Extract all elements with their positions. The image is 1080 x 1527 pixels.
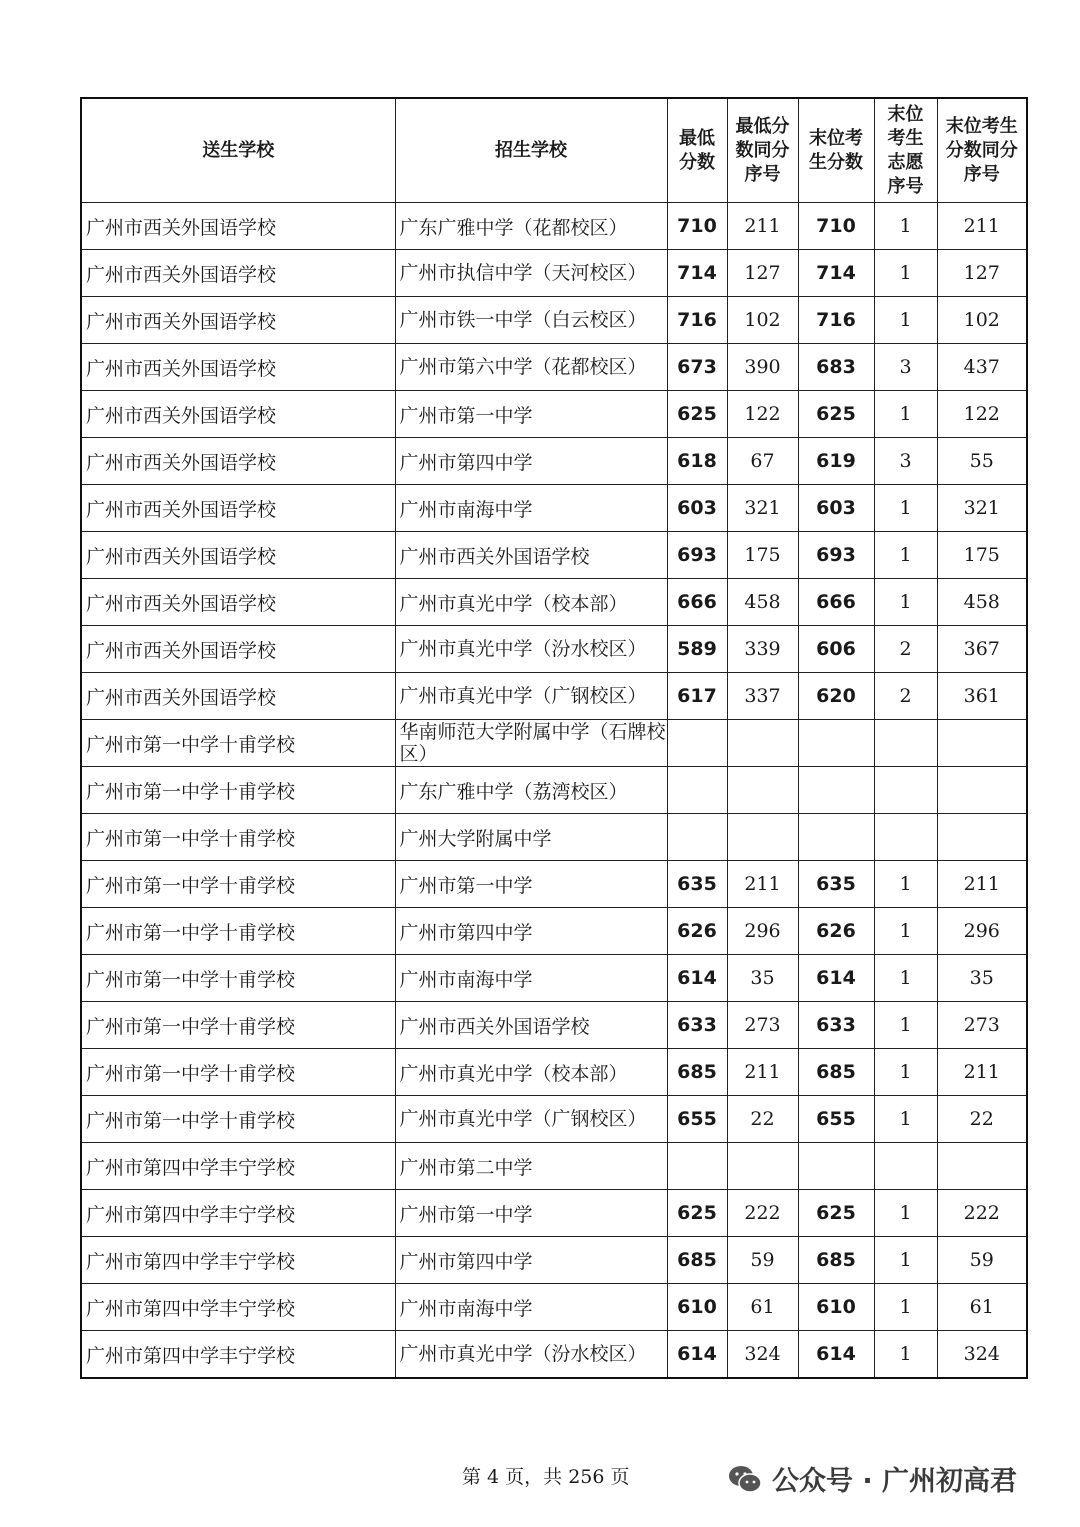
last-score-rank-cell: 222 bbox=[937, 1190, 1027, 1237]
min-score-cell: 610 bbox=[667, 1284, 727, 1331]
last-score-cell bbox=[798, 767, 874, 814]
min-score-rank-cell: 59 bbox=[727, 1237, 798, 1284]
sending-school-cell: 广州市西关外国语学校 bbox=[81, 203, 395, 250]
table-row bbox=[81, 438, 1027, 485]
last-choice-order-cell: 1 bbox=[874, 908, 937, 955]
min-score-rank-cell: 35 bbox=[727, 955, 798, 1002]
last-score-rank-cell: 59 bbox=[937, 1237, 1027, 1284]
last-choice-order-cell: 2 bbox=[874, 626, 937, 673]
last-choice-order-cell: 1 bbox=[874, 1237, 937, 1284]
last-score-rank-cell bbox=[937, 814, 1027, 861]
min-score-cell: 693 bbox=[667, 532, 727, 579]
last-score-rank-cell: 55 bbox=[937, 438, 1027, 485]
last-score-rank-cell: 437 bbox=[937, 344, 1027, 391]
admitting-school-cell: 广州市西关外国语学校 bbox=[395, 1002, 667, 1049]
last-score-cell bbox=[798, 814, 874, 861]
header-admitting-school: 招生学校 bbox=[395, 98, 667, 203]
min-score-rank-cell: 296 bbox=[727, 908, 798, 955]
admitting-school-cell: 广州市第四中学 bbox=[395, 438, 667, 485]
last-score-rank-cell: 273 bbox=[937, 1002, 1027, 1049]
sending-school-cell: 广州市西关外国语学校 bbox=[81, 626, 395, 673]
last-choice-order-cell bbox=[874, 720, 937, 767]
min-score-rank-cell: 175 bbox=[727, 532, 798, 579]
min-score-cell: 614 bbox=[667, 1331, 727, 1379]
last-score-cell: 714 bbox=[798, 250, 874, 297]
sending-school-cell: 广州市第一中学十甫学校 bbox=[81, 767, 395, 814]
min-score-rank-cell: 211 bbox=[727, 203, 798, 250]
last-score-cell: 666 bbox=[798, 579, 874, 626]
sending-school-cell: 广州市西关外国语学校 bbox=[81, 485, 395, 532]
sending-school-cell: 广州市西关外国语学校 bbox=[81, 579, 395, 626]
watermark-text: 公众号 · 广州初高君 bbox=[772, 1466, 1018, 1497]
sending-school-cell: 广州市西关外国语学校 bbox=[81, 673, 395, 720]
table-row bbox=[81, 955, 1027, 1002]
score-table-container bbox=[80, 97, 1026, 1379]
last-score-cell: 625 bbox=[798, 1190, 874, 1237]
admitting-school-cell: 广州市第二中学 bbox=[395, 1143, 667, 1190]
min-score-cell: 614 bbox=[667, 955, 727, 1002]
admitting-school-cell: 广州大学附属中学 bbox=[395, 814, 667, 861]
last-choice-order-cell: 1 bbox=[874, 485, 937, 532]
sending-school-cell: 广州市西关外国语学校 bbox=[81, 344, 395, 391]
last-choice-order-cell bbox=[874, 814, 937, 861]
admitting-school-cell: 广州市真光中学（广钢校区） bbox=[395, 673, 667, 720]
table-header-row bbox=[81, 98, 1027, 203]
admitting-school-cell: 广东广雅中学（花都校区） bbox=[395, 203, 667, 250]
header-last-choice-order bbox=[874, 98, 937, 203]
min-score-rank-cell: 102 bbox=[727, 297, 798, 344]
sending-school-cell: 广州市第一中学十甫学校 bbox=[81, 1049, 395, 1096]
last-choice-order-cell bbox=[874, 767, 937, 814]
admitting-school-cell: 广州市第四中学 bbox=[395, 908, 667, 955]
last-score-rank-cell: 321 bbox=[937, 485, 1027, 532]
table-row bbox=[81, 344, 1027, 391]
table-row bbox=[81, 485, 1027, 532]
last-score-cell: 685 bbox=[798, 1049, 874, 1096]
min-score-cell: 673 bbox=[667, 344, 727, 391]
last-score-cell: 620 bbox=[798, 673, 874, 720]
table-row bbox=[81, 250, 1027, 297]
last-choice-order-cell: 1 bbox=[874, 1049, 937, 1096]
min-score-cell: 710 bbox=[667, 203, 727, 250]
last-choice-order-cell: 1 bbox=[874, 955, 937, 1002]
admitting-school-cell: 广州市铁一中学（白云校区） bbox=[395, 297, 667, 344]
min-score-cell: 716 bbox=[667, 297, 727, 344]
last-choice-order-cell: 1 bbox=[874, 297, 937, 344]
header-text: 末位考生分数 bbox=[809, 127, 863, 173]
sending-school-cell: 广州市西关外国语学校 bbox=[81, 250, 395, 297]
last-score-rank-cell: 324 bbox=[937, 1331, 1027, 1379]
admitting-school-cell: 广州市执信中学（天河校区） bbox=[395, 250, 667, 297]
admitting-school-cell: 广州市西关外国语学校 bbox=[395, 532, 667, 579]
last-score-rank-cell bbox=[937, 767, 1027, 814]
last-choice-order-cell: 1 bbox=[874, 579, 937, 626]
min-score-rank-cell: 61 bbox=[727, 1284, 798, 1331]
min-score-rank-cell: 222 bbox=[727, 1190, 798, 1237]
min-score-rank-cell: 324 bbox=[727, 1331, 798, 1379]
sending-school-cell: 广州市第四中学丰宁学校 bbox=[81, 1331, 395, 1379]
min-score-rank-cell: 339 bbox=[727, 626, 798, 673]
min-score-cell: 685 bbox=[667, 1049, 727, 1096]
last-score-rank-cell bbox=[937, 1143, 1027, 1190]
sending-school-cell: 广州市第一中学十甫学校 bbox=[81, 861, 395, 908]
last-score-cell: 626 bbox=[798, 908, 874, 955]
last-choice-order-cell: 3 bbox=[874, 438, 937, 485]
min-score-cell bbox=[667, 814, 727, 861]
last-score-rank-cell: 458 bbox=[937, 579, 1027, 626]
sending-school-cell: 广州市西关外国语学校 bbox=[81, 297, 395, 344]
min-score-rank-cell: 458 bbox=[727, 579, 798, 626]
admission-score-table bbox=[80, 97, 1028, 1379]
min-score-rank-cell: 211 bbox=[727, 1049, 798, 1096]
last-score-cell: 614 bbox=[798, 955, 874, 1002]
last-score-cell bbox=[798, 1143, 874, 1190]
last-choice-order-cell: 1 bbox=[874, 532, 937, 579]
header-last-score bbox=[798, 98, 874, 203]
sending-school-cell: 广州市第一中学十甫学校 bbox=[81, 1002, 395, 1049]
last-score-rank-cell: 127 bbox=[937, 250, 1027, 297]
last-score-rank-cell: 211 bbox=[937, 1049, 1027, 1096]
header-text: 末位考生志愿序号 bbox=[887, 103, 924, 197]
table-row bbox=[81, 1002, 1027, 1049]
min-score-rank-cell: 122 bbox=[727, 391, 798, 438]
min-score-rank-cell bbox=[727, 720, 798, 767]
last-score-cell: 614 bbox=[798, 1331, 874, 1379]
table-row bbox=[81, 767, 1027, 814]
sending-school-cell: 广州市第一中学十甫学校 bbox=[81, 814, 395, 861]
sending-school-cell: 广州市第一中学十甫学校 bbox=[81, 908, 395, 955]
table-row bbox=[81, 579, 1027, 626]
min-score-cell bbox=[667, 767, 727, 814]
min-score-rank-cell: 22 bbox=[727, 1096, 798, 1143]
last-choice-order-cell: 1 bbox=[874, 250, 937, 297]
admitting-school-cell: 广州市第一中学 bbox=[395, 1190, 667, 1237]
min-score-cell: 685 bbox=[667, 1237, 727, 1284]
watermark bbox=[728, 1459, 1017, 1498]
table-row bbox=[81, 1049, 1027, 1096]
min-score-rank-cell bbox=[727, 767, 798, 814]
sending-school-cell: 广州市第四中学丰宁学校 bbox=[81, 1190, 395, 1237]
last-score-rank-cell: 61 bbox=[937, 1284, 1027, 1331]
table-row bbox=[81, 297, 1027, 344]
min-score-cell: 589 bbox=[667, 626, 727, 673]
header-last-score-rank bbox=[937, 98, 1027, 203]
min-score-rank-cell: 390 bbox=[727, 344, 798, 391]
min-score-cell: 666 bbox=[667, 579, 727, 626]
header-text: 末位考生分数同分序号 bbox=[945, 115, 1018, 185]
last-choice-order-cell: 1 bbox=[874, 1284, 937, 1331]
table-row bbox=[81, 1331, 1027, 1379]
last-choice-order-cell: 1 bbox=[874, 1002, 937, 1049]
header-text: 最低分数同分序号 bbox=[735, 115, 790, 185]
table-row bbox=[81, 626, 1027, 673]
last-score-rank-cell: 22 bbox=[937, 1096, 1027, 1143]
admitting-school-cell: 广州市第四中学 bbox=[395, 1237, 667, 1284]
last-score-cell: 625 bbox=[798, 391, 874, 438]
table-row bbox=[81, 203, 1027, 250]
min-score-cell: 618 bbox=[667, 438, 727, 485]
min-score-rank-cell bbox=[727, 1143, 798, 1190]
last-score-rank-cell: 296 bbox=[937, 908, 1027, 955]
min-score-rank-cell: 321 bbox=[727, 485, 798, 532]
min-score-rank-cell: 211 bbox=[727, 861, 798, 908]
table-row bbox=[81, 814, 1027, 861]
last-score-rank-cell: 122 bbox=[937, 391, 1027, 438]
table-row bbox=[81, 720, 1027, 767]
min-score-cell bbox=[667, 1143, 727, 1190]
admitting-school-cell: 广州市南海中学 bbox=[395, 955, 667, 1002]
header-min-score bbox=[667, 98, 727, 203]
min-score-cell: 633 bbox=[667, 1002, 727, 1049]
sending-school-cell: 广州市第一中学十甫学校 bbox=[81, 1096, 395, 1143]
table-row bbox=[81, 1096, 1027, 1143]
admitting-school-cell: 广州市南海中学 bbox=[395, 485, 667, 532]
last-score-rank-cell: 361 bbox=[937, 673, 1027, 720]
admitting-school-cell: 广州市第一中学 bbox=[395, 861, 667, 908]
last-score-rank-cell: 35 bbox=[937, 955, 1027, 1002]
table-row bbox=[81, 861, 1027, 908]
table-row bbox=[81, 1284, 1027, 1331]
sending-school-cell: 广州市西关外国语学校 bbox=[81, 391, 395, 438]
header-text: 最低分数 bbox=[679, 127, 715, 173]
last-score-cell bbox=[798, 720, 874, 767]
admitting-school-cell: 广州市真光中学（校本部） bbox=[395, 1049, 667, 1096]
admitting-school-cell: 广州市真光中学（校本部） bbox=[395, 579, 667, 626]
page-number: 第 4 页，共 256 页 bbox=[462, 1466, 630, 1488]
wechat-icon bbox=[728, 1464, 762, 1494]
sending-school-cell: 广州市第四中学丰宁学校 bbox=[81, 1143, 395, 1190]
last-score-rank-cell: 211 bbox=[937, 861, 1027, 908]
admitting-school-cell: 广州市真光中学（广钢校区） bbox=[395, 1096, 667, 1143]
table-row bbox=[81, 391, 1027, 438]
min-score-cell: 603 bbox=[667, 485, 727, 532]
min-score-rank-cell bbox=[727, 814, 798, 861]
table-row bbox=[81, 1190, 1027, 1237]
min-score-cell: 625 bbox=[667, 391, 727, 438]
admitting-school-cell: 广州市第六中学（花都校区） bbox=[395, 344, 667, 391]
min-score-rank-cell: 67 bbox=[727, 438, 798, 485]
last-score-cell: 619 bbox=[798, 438, 874, 485]
admitting-school-cell: 广州市第一中学 bbox=[395, 391, 667, 438]
admitting-school-cell: 广州市南海中学 bbox=[395, 1284, 667, 1331]
last-choice-order-cell: 2 bbox=[874, 673, 937, 720]
last-score-cell: 685 bbox=[798, 1237, 874, 1284]
sending-school-cell: 广州市第一中学十甫学校 bbox=[81, 955, 395, 1002]
header-min-score-rank bbox=[727, 98, 798, 203]
last-choice-order-cell: 1 bbox=[874, 203, 937, 250]
last-choice-order-cell bbox=[874, 1143, 937, 1190]
last-score-cell: 603 bbox=[798, 485, 874, 532]
table-row bbox=[81, 1237, 1027, 1284]
sending-school-cell: 广州市第四中学丰宁学校 bbox=[81, 1284, 395, 1331]
min-score-rank-cell: 337 bbox=[727, 673, 798, 720]
min-score-cell: 617 bbox=[667, 673, 727, 720]
last-choice-order-cell: 1 bbox=[874, 1096, 937, 1143]
sending-school-cell: 广州市西关外国语学校 bbox=[81, 438, 395, 485]
min-score-cell: 655 bbox=[667, 1096, 727, 1143]
last-score-rank-cell: 211 bbox=[937, 203, 1027, 250]
admitting-school-cell: 广州市真光中学（汾水校区） bbox=[395, 1331, 667, 1379]
sending-school-cell: 广州市第四中学丰宁学校 bbox=[81, 1237, 395, 1284]
last-score-cell: 716 bbox=[798, 297, 874, 344]
min-score-cell: 714 bbox=[667, 250, 727, 297]
min-score-cell: 626 bbox=[667, 908, 727, 955]
table-row bbox=[81, 673, 1027, 720]
last-score-rank-cell bbox=[937, 720, 1027, 767]
min-score-cell: 635 bbox=[667, 861, 727, 908]
last-score-cell: 655 bbox=[798, 1096, 874, 1143]
admitting-school-cell: 广东广雅中学（荔湾校区） bbox=[395, 767, 667, 814]
last-score-cell: 710 bbox=[798, 203, 874, 250]
last-choice-order-cell: 1 bbox=[874, 391, 937, 438]
table-row bbox=[81, 1143, 1027, 1190]
table-row bbox=[81, 532, 1027, 579]
last-choice-order-cell: 1 bbox=[874, 1190, 937, 1237]
last-choice-order-cell: 1 bbox=[874, 861, 937, 908]
sending-school-cell: 广州市西关外国语学校 bbox=[81, 532, 395, 579]
admitting-school-cell: 华南师范大学附属中学（石牌校区） bbox=[395, 720, 667, 767]
min-score-cell: 625 bbox=[667, 1190, 727, 1237]
table-row bbox=[81, 908, 1027, 955]
last-choice-order-cell: 3 bbox=[874, 344, 937, 391]
last-score-cell: 635 bbox=[798, 861, 874, 908]
last-score-cell: 633 bbox=[798, 1002, 874, 1049]
min-score-rank-cell: 273 bbox=[727, 1002, 798, 1049]
last-choice-order-cell: 1 bbox=[874, 1331, 937, 1379]
table-body bbox=[81, 203, 1027, 1379]
min-score-rank-cell: 127 bbox=[727, 250, 798, 297]
last-score-rank-cell: 367 bbox=[937, 626, 1027, 673]
last-score-rank-cell: 102 bbox=[937, 297, 1027, 344]
last-score-rank-cell: 175 bbox=[937, 532, 1027, 579]
last-score-cell: 683 bbox=[798, 344, 874, 391]
sending-school-cell: 广州市第一中学十甫学校 bbox=[81, 720, 395, 767]
last-score-cell: 610 bbox=[798, 1284, 874, 1331]
header-sending-school: 送生学校 bbox=[81, 98, 395, 203]
last-score-cell: 606 bbox=[798, 626, 874, 673]
admitting-school-cell: 广州市真光中学（汾水校区） bbox=[395, 626, 667, 673]
min-score-cell bbox=[667, 720, 727, 767]
last-score-cell: 693 bbox=[798, 532, 874, 579]
